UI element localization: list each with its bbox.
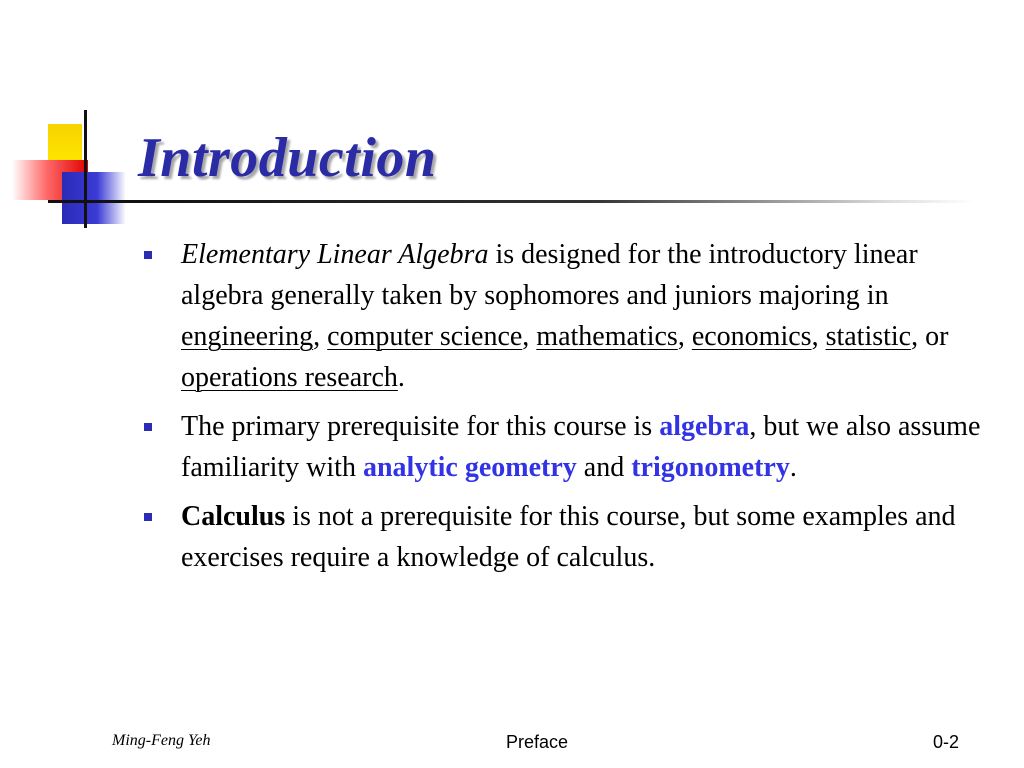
bullet-item-calculus: [144, 496, 1004, 578]
bullet-text: is designed for the introductory linear algebra generally taken by sophomores and juniors majoring in: [181, 239, 918, 311]
keyword-algebra: algebra: [659, 411, 750, 442]
slide-title: Introduction: [138, 127, 437, 189]
separator: ,: [811, 321, 826, 352]
bullet-item-prerequisites: [144, 406, 1004, 488]
logo-vertical-line: [84, 110, 87, 228]
title-underline-rule: [134, 200, 974, 203]
square-bullet-icon: [144, 423, 152, 431]
bullet-list: [144, 234, 1004, 586]
decorative-logo: [0, 0, 140, 240]
separator: ,: [522, 321, 537, 352]
footer-page-number: 0-2: [933, 732, 960, 752]
keyword-trigonometry: trigonometry: [631, 452, 790, 483]
logo-yellow-square: [48, 124, 82, 164]
field-link-economics[interactable]: economics: [691, 321, 812, 352]
separator: , or: [911, 321, 949, 352]
book-title: Elementary Linear Algebra: [181, 239, 489, 270]
logo-horizontal-line: [48, 200, 138, 203]
field-link-mathematics[interactable]: mathematics: [536, 321, 678, 352]
field-link-engineering[interactable]: engineering: [181, 321, 314, 352]
field-link-operations-research[interactable]: operations research: [181, 362, 398, 393]
separator: ,: [313, 321, 328, 352]
square-bullet-icon: [144, 513, 152, 521]
footer-author: Ming-Feng Yeh: [112, 732, 211, 749]
logo-blue-square: [62, 172, 126, 224]
bullet-text: The primary prerequisite for this course is: [181, 411, 660, 442]
bullet-item-course-description: [144, 234, 1004, 398]
bullet-text: and: [576, 452, 632, 483]
footer-section-title: Preface: [506, 732, 569, 752]
keyword-calculus: Calculus: [181, 501, 286, 532]
bullet-text: , but we also assume familiarity with: [181, 411, 981, 483]
sentence-end: .: [789, 452, 797, 483]
separator: ,: [677, 321, 692, 352]
square-bullet-icon: [144, 251, 152, 259]
keyword-analytic-geometry: analytic geometry: [362, 452, 577, 483]
bullet-text: is not a prerequisite for this course, but some examples and exercises require a knowledge of calculus.: [181, 501, 956, 573]
field-link-statistic[interactable]: statistic: [825, 321, 912, 352]
field-link-computer-science[interactable]: computer science: [327, 321, 523, 352]
sentence-end: .: [397, 362, 405, 393]
